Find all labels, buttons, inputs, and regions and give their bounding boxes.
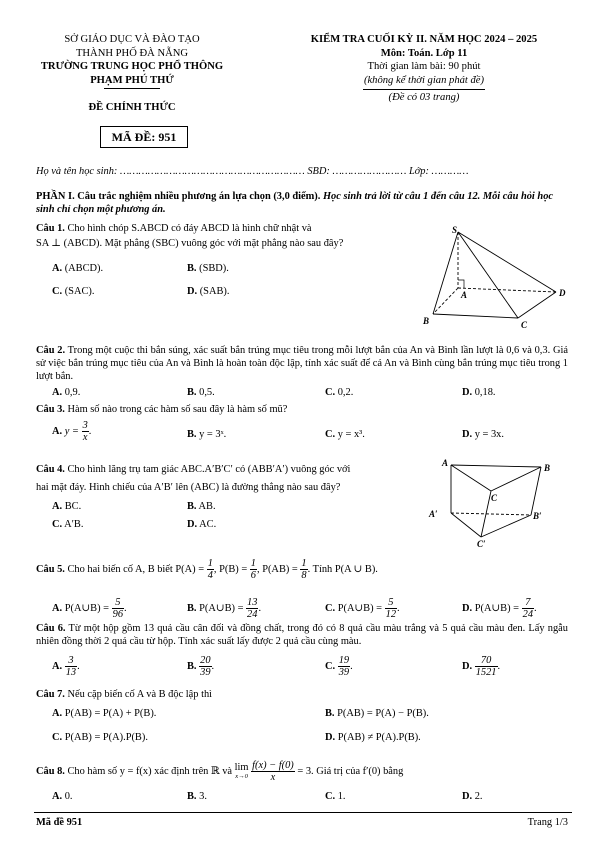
header-left: [34, 33, 230, 87]
question-2: [36, 344, 568, 384]
q5-d-frac: [522, 597, 534, 620]
q5-c-prefix: C. P(A∪B) =: [325, 602, 383, 614]
q7-option-a[interactable]: A. P(AB) = P(A) + P(B).: [52, 708, 157, 719]
question-5: [36, 558, 568, 581]
q6-a-den: 13: [65, 667, 77, 678]
header-right: [276, 33, 572, 105]
q7-text: Nếu cặp biến cố A và B độc lập thì: [64, 689, 213, 700]
q5-option-b[interactable]: B. P(A∪B) = $\frac{13}{24}$ .: [187, 597, 262, 620]
q4-label: Câu 4.: [36, 464, 65, 475]
q3-option-c[interactable]: C. y = x³.: [325, 429, 365, 440]
q6-b-den: 39: [200, 667, 211, 678]
q8-text-pre: Cho hàm số y = f(x) xác định trên ℝ và: [64, 765, 233, 777]
q5-b-frac: [246, 597, 258, 620]
q5-frac-3: [300, 558, 307, 581]
q5-d-num: 7: [522, 597, 534, 609]
part1-instructions: [36, 190, 568, 216]
q6-d-den: 1521: [475, 667, 497, 678]
q6-a-letter: A.: [52, 660, 63, 672]
q7-option-d[interactable]: D. P(AB) ≠ P(A).P(B).: [325, 732, 421, 743]
fig1-label-d: D: [559, 288, 566, 298]
q1-option-a[interactable]: A. (ABCD).: [52, 263, 104, 274]
fig2-label-c-prime: C′: [477, 539, 486, 549]
q8-f-den: x: [270, 772, 276, 783]
school-name-line2: PHẠM PHÚ THỨ: [90, 74, 174, 86]
q6-b-num: 20: [200, 655, 211, 666]
q5-a-frac: [112, 597, 124, 620]
option-letter: C.: [52, 286, 63, 297]
q5-f2-num: 1: [250, 558, 256, 569]
q6-b-frac: [199, 655, 211, 678]
option-letter: C.: [52, 519, 63, 530]
q5-d-prefix: D. P(A∪B) =: [462, 602, 520, 614]
q5-mid2: , P(AB) =: [257, 563, 298, 575]
option-letter: C.: [325, 387, 336, 398]
q6-a-num: 3: [65, 655, 77, 667]
q7-option-b[interactable]: B. P(AB) = P(A) − P(B).: [325, 708, 429, 719]
official-label: ĐỀ CHÍNH THỨC: [88, 102, 176, 113]
q7-option-c[interactable]: C. P(AB) = P(A).P(B).: [52, 732, 148, 743]
q8-option-d[interactable]: D. 2.: [462, 791, 483, 802]
question-7: [36, 688, 568, 701]
q5-f1-num: 1: [207, 558, 213, 569]
q5-f2-den: 6: [250, 570, 256, 581]
q5-mid1: , P(B) =: [213, 563, 248, 575]
q5-text-post: . Tính P(A ∪ B).: [307, 563, 378, 575]
q5-option-a[interactable]: A. P(A∪B) = $\frac{5}{96}$ .: [52, 597, 127, 620]
question-4: [36, 463, 416, 476]
fig2-label-a-prime: A′: [429, 509, 438, 519]
q5-frac-2: [250, 558, 257, 581]
q3-label: Câu 3.: [36, 404, 65, 415]
q4-text-a: Cho hình lăng trụ tam giác ABC.A′B′C′ có (ABB′A′) vuông góc với: [64, 464, 351, 475]
q8-option-a[interactable]: A. 0.: [52, 791, 73, 802]
q8-frac: [251, 760, 295, 783]
q3-option-a[interactable]: A. y = $\frac{3}{x}$ .: [52, 420, 92, 443]
q5-f3-den: 8: [301, 570, 307, 581]
option-letter: A.: [52, 501, 63, 512]
q2-option-c[interactable]: C. 0,2.: [325, 387, 354, 398]
q6-option-b[interactable]: B. $\frac{20}{39}$ .: [187, 655, 215, 678]
question-1: [36, 222, 420, 235]
q3-text: Hàm số nào trong các hàm số sau đây là hàm số mũ?: [64, 404, 288, 415]
q1-text-a: Cho hình chóp S.ABCD có đáy ABCD là hình chữ nhật và: [64, 223, 312, 234]
header-right-divider: [363, 89, 485, 90]
q1-option-b[interactable]: B. (SBD).: [187, 263, 229, 274]
q8-lim-sub: x→0: [235, 772, 248, 780]
q6-text: Từ một hộp gồm 13 quả cầu cân đối và đồng chất, trong đó có 8 quả cầu màu trắng và 5 quả cầu màu đen. Lấy ngẫu nhiên đồng thời 2 quả cầu từ hộp. Tính xác suất lấy được 2 quả cầu cùng màu.: [36, 623, 568, 648]
q5-c-num: 5: [385, 597, 397, 609]
q1-label: Câu 1.: [36, 223, 65, 234]
q2-option-d[interactable]: D. 0,18.: [462, 387, 496, 398]
q3-option-a-letter: A.: [52, 425, 63, 437]
option-letter: A.: [52, 263, 63, 274]
q2-label: Câu 2.: [36, 345, 66, 356]
fig2-label-b-prime: B′: [533, 511, 542, 521]
q5-b-num: 13: [247, 597, 258, 608]
department-name: SỞ GIÁO DỤC VÀ ĐÀO TẠO: [64, 34, 200, 45]
q2-option-a[interactable]: A. 0,9.: [52, 387, 81, 398]
q6-d-frac: [475, 655, 498, 678]
option-letter: D.: [187, 286, 198, 297]
fig1-label-s: S: [452, 225, 458, 235]
q5-f1-den: 4: [207, 570, 213, 581]
q4-text-b: hai mặt đáy. Hình chiếu của A′B′ lên (ABC) là đường thẳng nào sau đây?: [36, 482, 341, 493]
q5-f3-num: 1: [301, 558, 307, 569]
option-letter: D.: [325, 732, 336, 743]
question-3: [36, 403, 568, 416]
q2-option-b[interactable]: B. 0,5.: [187, 387, 215, 398]
q8-text-post: = 3. Giá trị của f′(0) bằng: [297, 765, 404, 777]
q5-option-c[interactable]: C. P(A∪B) = $\frac{5}{12}$ .: [325, 597, 400, 620]
q8-lim-word: lim: [234, 761, 249, 773]
fig2-label-a: A: [442, 458, 449, 468]
q8-limit: [235, 763, 249, 781]
q5-d-den: 24: [522, 609, 534, 620]
option-letter: B.: [187, 429, 197, 440]
q8-label: Câu 8.: [36, 765, 65, 777]
q6-label: Câu 6.: [36, 623, 66, 634]
q6-c-letter: C.: [325, 660, 336, 672]
q6-c-frac: [338, 655, 350, 678]
option-letter: B.: [187, 263, 197, 274]
q5-a-num: 5: [112, 597, 124, 609]
q8-option-b[interactable]: B. 3.: [187, 791, 207, 802]
option-letter: C.: [325, 429, 336, 440]
fig1-label-a: A: [461, 290, 468, 300]
option-letter: C.: [52, 732, 63, 743]
q3-option-b[interactable]: B. y = 3ˣ.: [187, 429, 227, 440]
option-letter: D.: [462, 429, 473, 440]
q1-option-c[interactable]: C. (SAC).: [52, 286, 95, 297]
q3-a-den: x: [82, 432, 88, 443]
footer-page-number: Trang 1/3: [527, 817, 568, 828]
q6-option-a[interactable]: A. $\frac{3}{13}$ .: [52, 655, 80, 678]
q6-d-letter: D.: [462, 660, 473, 672]
option-letter: A.: [52, 791, 63, 802]
pyramid-figure: [418, 222, 568, 334]
part1-title: PHẦN I. Câu trắc nghiệm nhiều phương án lựa chọn (3,0 điểm).: [36, 191, 321, 202]
fig2-label-b: B: [544, 463, 551, 473]
q5-text-pre: Cho hai biến cố A, B biết P(A) =: [64, 563, 205, 575]
q6-option-c[interactable]: C. $\frac{19}{39}$ .: [325, 655, 353, 678]
prism-figure: [425, 457, 560, 549]
q6-c-num: 19: [338, 655, 350, 666]
fig1-label-c: C: [521, 320, 528, 330]
q4-option-a[interactable]: A. BC.: [52, 501, 82, 512]
question-8: [36, 760, 568, 783]
option-letter: A.: [52, 708, 63, 719]
fig2-label-c: C: [491, 493, 498, 503]
q4-option-b[interactable]: B. AB.: [187, 501, 216, 512]
q5-frac-1: [207, 558, 214, 581]
option-letter: D.: [462, 791, 473, 802]
exam-code-box: MÃ ĐỀ: 951: [100, 126, 188, 148]
subject-line: Môn: Toán. Lớp 11: [380, 47, 468, 59]
time-line: Thời gian làm bài: 90 phút: [367, 61, 481, 72]
q5-option-d[interactable]: D. P(A∪B) = $\frac{7}{24}$ .: [462, 597, 537, 620]
q3-option-d[interactable]: D. y = 3x.: [462, 429, 504, 440]
fig1-label-b: B: [423, 316, 430, 326]
q4-option-d[interactable]: D. AC.: [187, 519, 217, 530]
q6-a-frac: [65, 655, 77, 678]
q3-option-a-frac: [82, 420, 89, 443]
q3-option-a-expr: y =: [64, 425, 79, 437]
q7-label: Câu 7.: [36, 689, 65, 700]
q6-option-d[interactable]: D. $\frac{70}{1521}$ .: [462, 655, 501, 678]
q1-text-b: SA ⊥ (ABCD). Mặt phẳng (SBC) vuông góc với mặt phẳng nào sau đây?: [36, 238, 344, 249]
q6-b-letter: B.: [187, 660, 197, 672]
city-name: THÀNH PHỐ ĐÀ NẴNG: [75, 47, 189, 59]
option-letter: B.: [187, 501, 197, 512]
option-letter: A.: [52, 387, 63, 398]
time-note: (không kể thời gian phát đề): [363, 74, 485, 86]
q6-c-den: 39: [338, 667, 350, 678]
q1-option-d[interactable]: D. (SAB).: [187, 286, 230, 297]
q5-b-prefix: B. P(A∪B) =: [187, 602, 244, 614]
school-name-line1: TRƯỜNG TRUNG HỌC PHỔ THÔNG: [40, 61, 224, 72]
q6-d-num: 70: [475, 655, 498, 667]
header-divider: [104, 88, 160, 89]
q3-a-num: 3: [82, 420, 88, 431]
question-6: [36, 622, 568, 648]
option-letter: B.: [187, 791, 197, 802]
option-letter: B.: [325, 708, 335, 719]
option-letter: C.: [325, 791, 336, 802]
option-letter: D.: [187, 519, 198, 530]
q2-text: Trong một cuộc thi bắn súng, xác suất bắn trúng mục tiêu trong mỗi lượt bắn của An và Bình lần lượt là 0,6 và 0,3. Giả sử việc bắn trúng mục tiêu của An và Bình là hoàn toàn độc lập, tính xác suất để cả An và Bình cùng bắn trúng mục tiêu trong 1 lượt bắn.: [36, 345, 568, 383]
option-letter: B.: [187, 387, 197, 398]
q5-a-den: 96: [112, 609, 124, 620]
q8-f-num: f(x) − f(0): [252, 760, 294, 771]
q5-label: Câu 5.: [36, 563, 65, 575]
footer-divider: [34, 812, 572, 813]
option-letter: D.: [462, 387, 473, 398]
footer-exam-code: Mã đề 951: [36, 817, 83, 828]
part1-note: Học sinh trả lời từ câu 1 đến câu 12. Mỗi câu hỏi học sinh chỉ chọn một phương án.: [36, 191, 554, 216]
q5-c-frac: [385, 597, 397, 620]
q5-a-prefix: A. P(A∪B) =: [52, 602, 110, 614]
q5-c-den: 12: [385, 609, 397, 620]
q5-b-den: 24: [247, 609, 258, 620]
student-info-line: Họ và tên học sinh: …………………………………………………… SBD: …………………… Lớp: …………: [36, 166, 469, 177]
pages-note: (Đề có 03 trang): [388, 92, 460, 103]
q8-option-c[interactable]: C. 1.: [325, 791, 346, 802]
q4-option-c[interactable]: C. A′B.: [52, 519, 84, 530]
exam-title: KIỂM TRA CUỐI KỲ II. NĂM HỌC 2024 – 2025: [310, 34, 538, 45]
